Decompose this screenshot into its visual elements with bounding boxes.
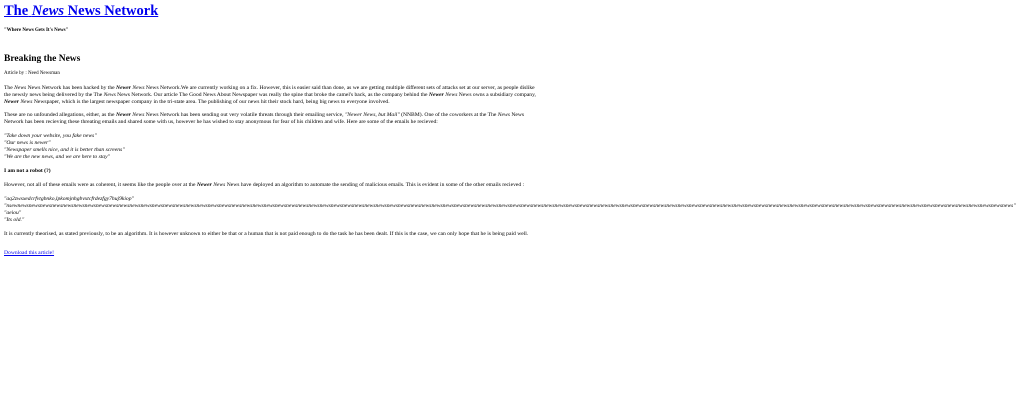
text-run: The [4, 85, 13, 91]
spam-email: "aq2zwsxedcrfvtgbnko,lpkomjnhgbvxtcfrdezfgy7huj9kiop" [4, 196, 134, 202]
text-run: News Network. Our article The Good News About Newspaper was really the spine that broke the camel's back, as the company behind the [117, 92, 428, 98]
site-title-the: The [4, 3, 29, 19]
text-run: However, not all of these emails were as coherent, it seems like the people over at the [4, 182, 196, 188]
text-run: News Network.We are currently working on a fix. However, this is easier said than done, as we are getting multiple different sets of attacks set at our server, as people dislike the newsly news being delivered by the The [4, 85, 535, 98]
text-run-italic: "Newer News, but Mail" [344, 112, 400, 118]
text-run-bold-italic: Newer [115, 112, 131, 118]
text-run: (NNBM). One of the coworkers at the The [401, 112, 497, 118]
text-run-italic: News [132, 112, 145, 118]
text-run: News Network has been recieving these threating emails and shared some with us, however he has wished to stay anonymous for fear of his children and wife. Here are some of the emails he recieved: [4, 112, 525, 125]
text-run-italic: News [103, 92, 116, 98]
article-title: Breaking the News [4, 54, 81, 64]
text-run-italic: News [132, 85, 145, 91]
spam-email: "nsewnewsnewsnewsnewsnewsnewsnewsnewsnewsnewsnewsnewsnewsnewsnewsnewsnewsnewsnewsnewsnewsnewsnewsnewsnewsnewsnewsnewsnewsnewsnewsnewsnewsnewsnewsnewsnewsnewsnewsnewsnewsnewsnewsnewsnewsnewsnewsnewsnewsnewsnewsnewsnewsnewsnewsnewsnewsnewsnewsnewsnewsnewsnewsnewsnewsnewsnewsnewsnewsnewsnewsnewsnewsnewsnewsnewsnewsnewsnewsnewsnewsnewsnewsnewsnewsnewsnewsnewsnews" [4, 203, 1016, 209]
article-paragraph-1 [4, 85, 536, 106]
text-run: These are no unfounded allegations, either, as the [4, 112, 115, 118]
text-run-italic: News [20, 99, 33, 105]
text-run-italic: News [445, 92, 458, 98]
text-run: News Network has been hacked by the [27, 85, 115, 91]
text-run: News have deployed an algorithm to automate the sending of malicious emails. This is evident in some of the other emails recieved : [226, 182, 525, 188]
spam-email: "Its old." [4, 217, 25, 223]
section-heading-robot: I am not a robot (?) [4, 168, 51, 174]
text-run-italic: News [213, 182, 226, 188]
download-article-link[interactable]: Download this article! [4, 250, 55, 256]
article-paragraph-2 [4, 112, 536, 126]
threat-quote: "Take down your website, you fake news" [4, 133, 97, 139]
article-byline: Article by : Need Newsman [4, 71, 60, 76]
spam-email: "aeiou" [4, 210, 22, 216]
article-paragraph-4: It is currently theorised, as stated previously, to be an algorithm. It is however unknown to either be that or a human that is not paid enough to do the task he has been dealt. If this is the case, we can only hope that he is being paid well. [4, 231, 529, 237]
threat-quote-list [4, 133, 536, 161]
text-run-bold-italic: Newer [428, 92, 444, 98]
text-run: News Network has been sending out very volatile threats through their emailing service, [145, 112, 344, 118]
text-run-italic: News [497, 112, 510, 118]
spam-email-list [4, 196, 1016, 224]
site-tagline: "Where News Gets It's News" [4, 28, 69, 33]
site-title-link[interactable] [4, 3, 158, 20]
threat-quote: "We are the new news, and we are here to stay" [4, 154, 110, 160]
threat-quote: "Newspaper smells nice, and it is better than screens" [4, 147, 125, 153]
text-run-bold-italic: Newer [196, 182, 212, 188]
text-run-bold-italic: Newer [4, 99, 19, 105]
text-run: News owns a subsidiary company, [458, 92, 536, 98]
text-run: Newspaper, which is the largest newspaper company in the tri-state area. The publishing of our news hit their stock hard, being big news to everyone involved. [33, 99, 390, 105]
article-paragraph-3 [4, 182, 536, 189]
text-run-bold-italic: Newer [116, 85, 131, 91]
site-title-rest: News Network [67, 3, 159, 19]
site-title-news: News [31, 3, 65, 19]
text-run-italic: News [14, 85, 27, 91]
threat-quote: "Our news is newer" [4, 140, 51, 146]
